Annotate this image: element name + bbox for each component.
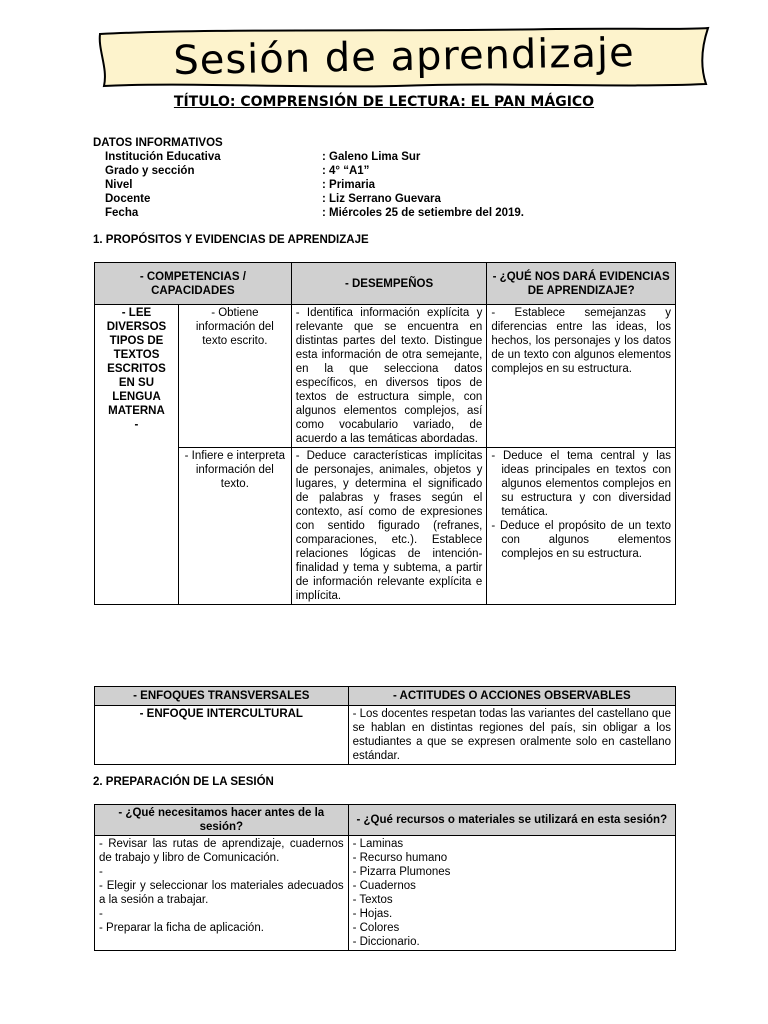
datos-heading: DATOS INFORMATIVOS: [93, 137, 223, 149]
table-row: [95, 836, 676, 951]
header-enfoques: - ENFOQUES TRANSVERSALES: [95, 687, 349, 706]
recursos-cell: [348, 836, 675, 951]
propositos-table: [94, 262, 676, 605]
list-item: - Pizarra Plumones: [352, 866, 451, 878]
info-value: : Liz Serrano Guevara: [322, 193, 441, 205]
list-item: - Elegir y seleccionar los materiales adecuados a la sesión a trabajar.: [99, 880, 344, 906]
capacidad-cell: - Obtiene información del texto escrito.: [178, 305, 291, 448]
info-key: Grado y sección: [105, 165, 195, 177]
actitud-cell: - Los docentes respetan todas las variantes del castellano que se hablan en distintas regiones del país, sin obligar a los estudiantes a que se expresen oralmente solo en castellano estándar.: [348, 706, 675, 765]
document-title-text: TÍTULO: COMPRENSIÓN DE LECTURA: EL PAN MÁGICO: [173, 94, 595, 110]
list-item: -: [99, 866, 103, 878]
table-row: [95, 706, 676, 765]
list-item: - Textos: [352, 894, 393, 906]
evidencia-item: - Deduce el propósito de un texto con algunos elementos complejos en su estructura.: [491, 520, 671, 560]
table-header-row: [95, 805, 676, 836]
desempeno-cell: - Deduce características implícitas de personajes, animales, objetos y lugares, y determina el significado de palabras y frases según el contexto, así como de expresiones con sentido figurado (refranes, comparaciones, etc.). Establece relaciones lógicas de intención-finalidad y tema y subtema, a partir de información relevante explícita e implícita.: [291, 448, 487, 605]
evidencia-list: [491, 449, 671, 561]
table-row: [95, 448, 676, 605]
table-header-row: [95, 687, 676, 706]
table-row: [95, 305, 676, 448]
list-item: - Diccionario.: [352, 936, 420, 948]
info-row: [93, 150, 524, 164]
enfoque-cell: - ENFOQUE INTERCULTURAL: [95, 706, 349, 765]
list-item: -: [99, 908, 103, 920]
info-key: Nivel: [105, 179, 133, 191]
header-competencias: - COMPETENCIAS / CAPACIDADES: [95, 263, 292, 305]
banner-title: Sesión de aprendizaje: [172, 29, 636, 85]
list-item: - Cuadernos: [352, 880, 416, 892]
info-row: [93, 206, 524, 220]
desempeno-cell: - Identifica información explícita y relevante que se encuentra en distintas partes del texto. Distingue esta información de otra semejante, en la que selecciona datos específicos, en diversos tipos de textos de estructura simple, con algunos elementos complejos, así como vocabulario variado, de acuerdo a las temáticas abordadas.: [291, 305, 487, 448]
table-header-row: [95, 263, 676, 305]
list-item: - Colores: [352, 922, 400, 934]
document-title: [0, 94, 768, 110]
info-value: : Galeno Lima Sur: [322, 151, 421, 163]
competencia-cell: [95, 305, 179, 605]
info-key: Fecha: [105, 207, 139, 219]
info-row: [93, 178, 524, 192]
info-row: [93, 164, 524, 178]
list-item: - Recurso humano: [352, 852, 448, 864]
datos-informativos: [93, 136, 524, 220]
competencia-tail: -: [134, 419, 139, 431]
list-item: - Preparar la ficha de aplicación.: [99, 922, 264, 934]
info-value: : 4° “A1”: [322, 165, 370, 177]
capacidad-cell: - Infiere e interpreta información del texto.: [178, 448, 291, 605]
competencia-text: - LEE DIVERSOS TIPOS DE TEXTOS ESCRITOS EN SU LENGUA MATERNA: [106, 307, 167, 417]
list-item: - Hojas.: [352, 908, 393, 920]
list-item: - Laminas: [352, 838, 404, 850]
list-item: - Revisar las rutas de aprendizaje, cuadernos de trabajo y libro de Comunicación.: [99, 838, 344, 864]
info-key: Docente: [105, 193, 151, 205]
header-antes: - ¿Qué necesitamos hacer antes de la sesión?: [95, 805, 349, 836]
preparacion-table: [94, 804, 676, 951]
evidencia-cell: [487, 448, 676, 605]
info-key: Institución Educativa: [105, 151, 221, 163]
evidencia-item: - Deduce el tema central y las ideas principales en textos con algunos elementos complejos en su estructura y con diversidad temática.: [491, 450, 671, 518]
header-actitudes: - ACTITUDES O ACCIONES OBSERVABLES: [348, 687, 675, 706]
section2-heading: 2. PREPARACIÓN DE LA SESIÓN: [93, 776, 274, 788]
info-row: [93, 192, 524, 206]
section1-heading: 1. PROPÓSITOS Y EVIDENCIAS DE APRENDIZAJE: [93, 234, 369, 246]
header-evidencias: - ¿QUÉ NOS DARÁ EVIDENCIAS DE APRENDIZAJE?: [487, 263, 676, 305]
info-value: : Primaria: [322, 179, 376, 191]
evidencia-cell: [487, 305, 676, 448]
evidencia-item: - Establece semejanzas y diferencias entre las ideas, los hechos, los personajes y los datos de un texto con algunos elementos complejos en su estructura.: [491, 307, 671, 375]
header-recursos: - ¿Qué recursos o materiales se utilizará en esta sesión?: [348, 805, 675, 836]
info-value: : Miércoles 25 de setiembre del 2019.: [322, 207, 524, 219]
header-desempenos: - DESEMPEÑOS: [291, 263, 487, 305]
session-banner: [96, 26, 712, 88]
antes-cell: [95, 836, 349, 951]
enfoques-table: [94, 686, 676, 765]
